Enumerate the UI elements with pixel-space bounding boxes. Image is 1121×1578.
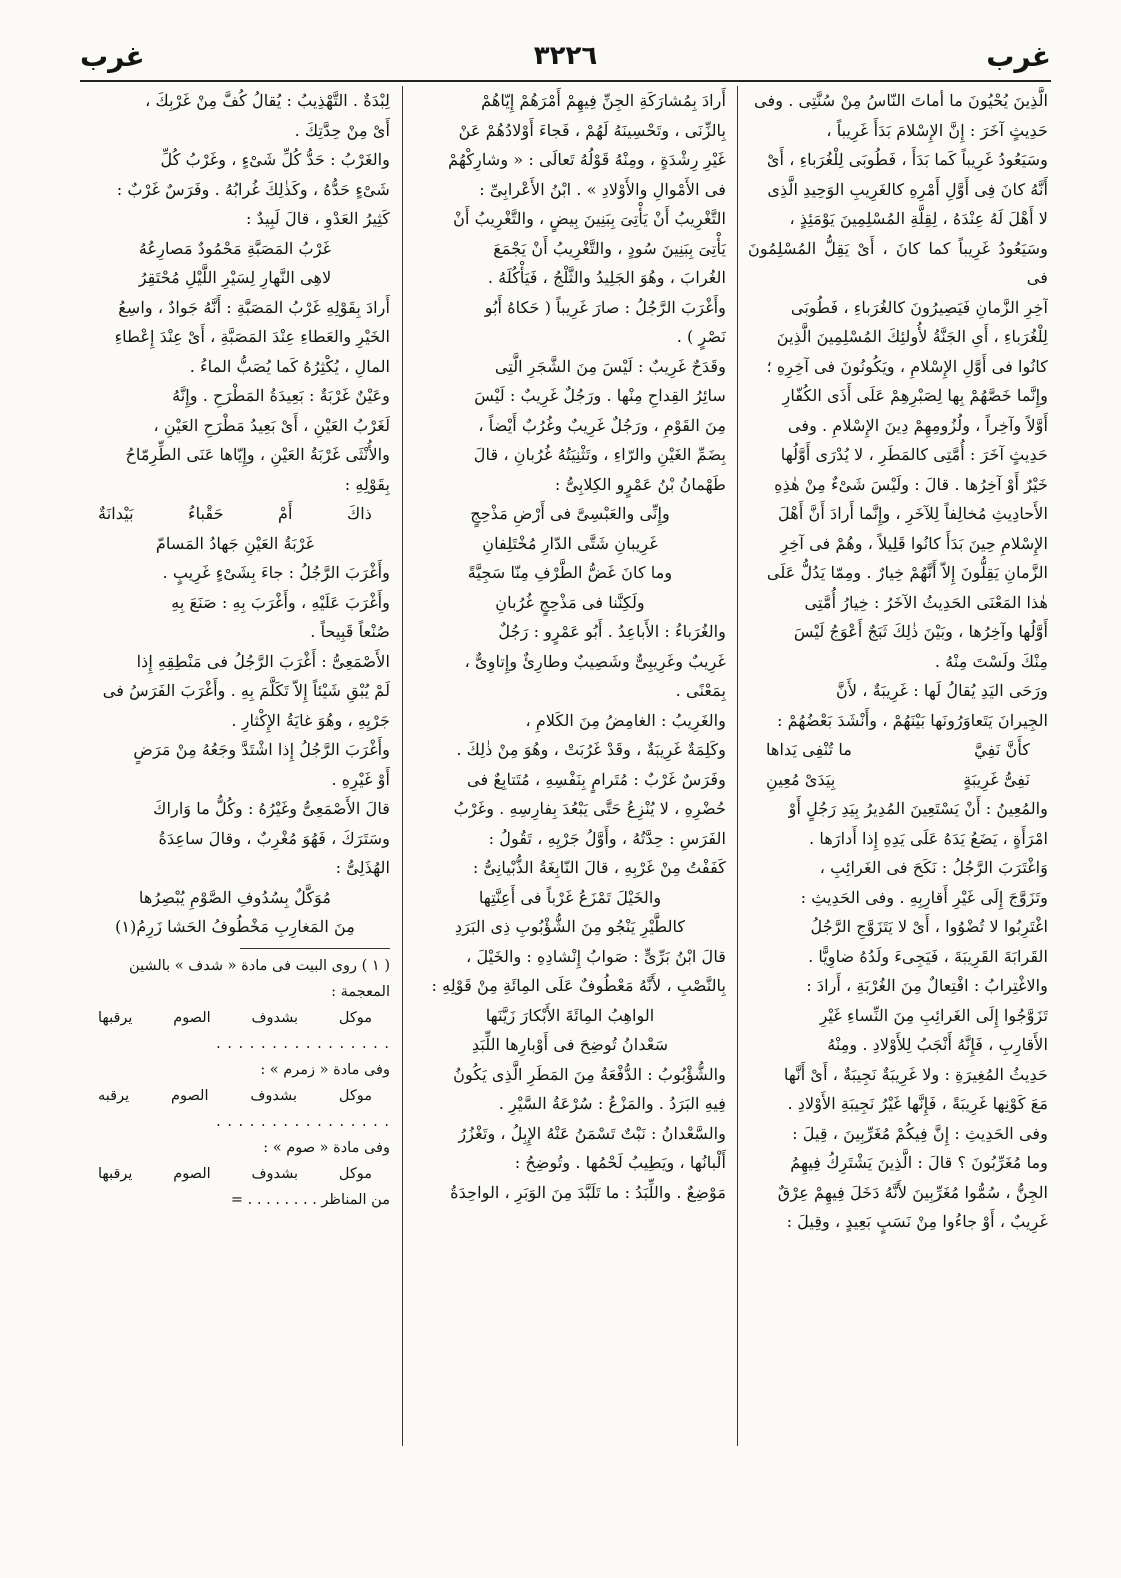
text-line: جَرْيِهِ ، وهُوَ غايَةُ الإِكْثارِ .	[231, 710, 390, 730]
text-line: والاغْتِرابُ : افْتِعالٌ مِنَ الغُرْبَةِ ، أَرادَ :	[806, 976, 1048, 995]
text-line: هٰذا المَعْنَى الحَدِيثُ الآخَرُ : خِيارُ أُمَّتِى	[804, 592, 1048, 612]
verse-part: غَرْبُ المَصَبَّةِ مَحْمُودٌ مَصارِعُهُ	[138, 238, 332, 258]
text-line: وفى الحَدِيثِ : إِنَّ فِيكُمْ مُغَرِّبِينَ ، قِيلَ :	[792, 1123, 1048, 1143]
text-line: مَوْضِعٌ . واللِّبَدُ : ما تَلَبَّدَ مِنَ الوَبَرِ ، الواحِدَةُ	[450, 1182, 726, 1202]
text-line: الأَقارِبِ ، فَإِنَّهُ أَنْجَبُ لِلأَوْلادِ . ومِنْهُ	[827, 1035, 1048, 1054]
verse-part: حَقْباءُ	[188, 504, 224, 523]
text-line: أَىْ مِنْ حِدَّتِكَ .	[294, 120, 390, 140]
text-line: أَوَّلاً وآخِراً ، ولُزُومِهِمْ دِينَ الإِسْلامِ . وفى	[787, 415, 1048, 435]
text-line: فِيهِ البَرَدُ . والمَزْعُ : سُرْعَةُ السَّيْرِ .	[498, 1094, 726, 1113]
verse-part: بَيْدانَةٌ	[98, 504, 134, 523]
text-line: كَثِيرُ العَدْوِ ، قالَ لَبِيدٌ :	[246, 209, 390, 228]
text-line: الأَصْمَعِىُّ : أَغْرَبَ الرَّجُلُ فى مَنْطِقِهِ إِذا	[136, 651, 390, 671]
text-line: آخِرِ الزَّمانِ فَيَصِيرُونَ كالغُرَباءِ ، فَطُوبَى	[790, 297, 1048, 317]
verse-line	[748, 765, 1048, 795]
text-line: حَدِيثُ المُغِيرَةِ : ولا غَرِيبَةٌ نَجِيبَةٌ ، أَىْ أَنَّها	[783, 1064, 1048, 1084]
text-line: غَرِيبٌ وغَرِيبِىٌّ وشَصِيبٌ وطارِئٌ وإِتاوِىٌّ ،	[464, 651, 726, 671]
text-line: وَاغْتَرَبَ الرَّجُلُ : نَكَحَ فى الغَرائِبِ ،	[819, 858, 1048, 877]
text-line: الإِسْلامِ حِينَ بَدَأَ كانُوا قَلِيلاً ، وهُمْ فى آخِرِ	[780, 533, 1048, 553]
text-line: وأَغْرَبَ الرَّجُلُ : جاءَ بِشَىْءٍ غَرِيبٍ .	[162, 563, 390, 582]
text-line: خَيْرٌ أَوْ آخِرُها . قالَ : ولَيْسَ شَىْءٌ مِنْ هٰذِهِ	[774, 474, 1048, 494]
text-line: وقَدَحٌ غَرِيبٌ : لَيْسَ مِنَ الشَّجَرِ الَّتِى	[494, 356, 726, 376]
text-line: والأُنْثَى غَرْبَةُ العَيْنِ ، وإِيّاها عَنَى الطِّرِمّاحُ	[125, 445, 390, 464]
text-line: نَصْرٍ ) .	[676, 327, 726, 346]
text-line: الخَيْرِ والعَطاءِ عِنْدَ المَصَبَّةِ ، أَىْ عِنْدَ إِعْطاءِ	[114, 327, 390, 346]
text-line: بِمَعْنًى .	[675, 681, 726, 700]
verse-part: بشدوف	[251, 1009, 299, 1026]
verse-line	[80, 1161, 390, 1187]
text-line: لَمْ يُبْقِ شَيْئاً إِلاّ تَكَلَّمَ بِهِ . وأَغْرَبَ الفَرَسُ فى	[102, 681, 390, 700]
ellipsis-line: . . . . . . . . . . . . . . . .	[216, 1113, 390, 1130]
column-left	[80, 86, 390, 1441]
text-line: القَرابَةَ القَرِيبَةَ ، فَيَجِىءَ ولَدُهُ ضاوِيًّا .	[808, 946, 1048, 966]
text-line: اغْتَرِبُوا لا تُضْوُوا ، أَىْ لا يَتَزَوَّجِ الرَّجُلُ	[810, 917, 1048, 936]
verse-part: موكل	[338, 1087, 372, 1104]
footnote-line: وفى مادة « زمرم » :	[260, 1061, 390, 1078]
text-line: الأَحادِيثِ مُخالِفاً لِلآخَرِ ، وإِنَّما أَرادَ أَنَّ أَهْلَ	[778, 504, 1048, 523]
text-line: غَيْرِ رِشْدَةٍ ، ومِنْهُ قَوْلُهُ تَعالَى : « وشارِكْهُمْ	[448, 150, 726, 169]
text-line: الَّذِينَ يُحْيُونَ ما أماتَ النّاسُ مِنْ سُنَّتِى . وفى	[754, 91, 1048, 110]
verse-line	[80, 883, 390, 913]
verse-part: الواهِبُ المِائَةَ الأَبْكارَ زَيَّنَها	[485, 1005, 655, 1025]
text-line: كانُوا فى أَوَّلِ الإِسْلامِ ، ويَكُونُونَ فى آخِرِهِ ؛	[766, 356, 1048, 376]
header-rule	[80, 80, 1051, 82]
verse-part: يرقبه	[98, 1087, 130, 1104]
text-line: بِقَوْلِهِ :	[344, 474, 390, 494]
text-line: وسَيَعُودُ غَرِيباً كما كانَ ، أَىْ يَقِلُّ المُسْلِمُونَ فى	[748, 238, 1048, 287]
text-line: وفَرَسٌ غَرْبٌ : مُتَرامٍ بِنَفْسِهِ ، مُتَتابِعٌ فى	[466, 769, 726, 789]
column-right	[748, 86, 1048, 1441]
text-line: أَلْبانُها ، ويَطِيبُ لَحْمُها . وتُوضِحُ :	[514, 1153, 726, 1172]
text-line: شَىْءٍ حَدُّهُ ، وكَذٰلِكَ غُرابُهُ . وفَرَسٌ غَرْبٌ :	[116, 179, 390, 199]
text-line: الزَّمانِ يَقِلُّونَ إِلاّ أَنَّهُمْ خِيارٌ . ومِمّا يَدُلُّ عَلَى	[766, 563, 1048, 582]
text-line: والسَّعْدانُ : نَبْتٌ تَسْمَنُ عَنْهُ الإِبِلُ ، وتَغْزُرُ	[458, 1123, 726, 1143]
text-line: قالَ الأَصْمَعِىُّ وغَيْرُهُ : وكُلُّ ما وَاراكَ	[153, 799, 390, 818]
text-line: وما مُغَرِّبُونَ ؟ قالَ : الَّذِينَ يَشْتَرِكُ فِيهِمُ	[790, 1153, 1048, 1172]
footnote-line: من المناظر . . . . . . . . =	[230, 1191, 390, 1208]
verse-part: ولَكِنَّنا فى مَذْحِجٍ غُرُبانِ	[495, 592, 645, 612]
verse-part: نَفِىُّ غَرِيبَةٍ	[963, 769, 1030, 789]
verse-part: والخَيْلَ تَمْزَعُ غَرْباً فى أَعِنَّتِها	[478, 887, 662, 907]
page-header	[80, 36, 1051, 76]
verse-part: مُوَكَّلٌ بِسُدُوفِ الصَّوْمِ يُبْصِرُها	[138, 887, 332, 907]
text-line: بِالزِّنَى ، وتَحْسِينَهُ لَهُمْ ، فَجاءَ أَوْلادُهُمْ عَنْ	[458, 120, 726, 140]
verse-line	[414, 1001, 726, 1031]
text-line: التَّغْرِيبُ أَنْ يَأْتِىَ بِبَنِينَ بِيضٍ ، والتَّغْرِيبُ أَنْ	[453, 209, 726, 228]
text-line: أَوْ غَيْرِهِ .	[331, 769, 390, 789]
text-line: لِبْدَةٌ . التَّهْذِيبُ : يُقالُ كُفَّ مِنْ غَرْبِكَ ،	[145, 91, 390, 110]
text-line: مِنْكَ ولَسْتَ مِنْهُ .	[934, 651, 1048, 671]
header-left-word: غرب	[80, 39, 145, 73]
text-line: الفَرَسِ : حِدَّتُهُ ، وأَوَّلُ جَرْيِهِ ، تَقُولُ :	[488, 828, 726, 848]
verse-line	[414, 1030, 726, 1060]
footnote-rule	[240, 948, 390, 949]
verse-part: مِنَ المَغارِبِ مَخْطُوفُ الحَشا زَرِمُ(١)	[115, 917, 355, 936]
text-line: تَزَوَّجُوا إِلَى الغَرائِبِ مِنَ النِّساءِ غَيْرِ	[819, 1005, 1048, 1025]
column-separator	[737, 86, 738, 1446]
verse-part: يرقبها	[98, 1165, 133, 1182]
header-right-word: غرب	[986, 39, 1051, 73]
text-line: فى الأَمْوالِ والأَوْلادِ » . ابْنُ الأَعْرابِىِّ :	[479, 179, 726, 199]
text-line: الهُذَلِىُّ :	[335, 858, 390, 877]
text-line: مَعَ كَوْنِها غَرِيبَةً ، فَإِنَّها غَيْرُ نَجِيبَةِ الأَوْلادِ .	[787, 1094, 1048, 1113]
verse-line	[414, 588, 726, 618]
text-line: وأَغْرَبَ الرَّجُلُ إِذا اشْتَدَّ وجَعُهُ مِنْ مَرَضٍ	[133, 740, 390, 759]
verse-line	[80, 263, 390, 293]
text-line: والمُعِينُ : أَنْ يَسْتَعِينَ المُدِيرُ بِيَدِ رَجُلٍ أَوْ	[788, 799, 1048, 818]
verse-line	[80, 1005, 390, 1031]
verse-part: الصوم	[171, 1087, 209, 1104]
verse-part: كالطَّيْرِ يَنْجُو مِنَ الشُّؤْبُوبِ ذِى البَرَدِ	[454, 917, 686, 936]
verse-part: الصوم	[173, 1009, 211, 1026]
verse-part: ما تُنْفِى يَداها	[766, 740, 852, 759]
text-line: لا أَهْلَ لَهُ عِنْدَهُ ، لِقِلَّةِ المُسْلِمِينَ يَوْمَئِذٍ ،	[789, 209, 1048, 228]
text-line: كَفَفْتُ مِنْ غَرْبِهِ ، قالَ النّابِغَةُ الذُّبْيانِىُّ :	[472, 858, 726, 877]
verse-part: بشدوف	[250, 1087, 297, 1104]
text-line: حَدِيثٍ آخَرَ : إِنَّ الإِسْلامَ بَدَأَ غَرِيباً ،	[826, 120, 1048, 140]
text-line: وتَزَوَّجَ إِلَى غَيْرِ أَقارِبِهِ . وفى الحَدِيثِ :	[800, 887, 1048, 907]
verse-part: وإِنِّى والعَبْسِىَّ فى أَرْضِ مَذْحِجٍ	[470, 504, 670, 523]
verse-part: غَرْبَةُ العَيْنِ جَهادُ المَسامّ	[155, 533, 315, 553]
verse-line	[414, 499, 726, 529]
verse-line	[414, 912, 726, 942]
text-line: وسَيَعُودُ غَرِيباً كَما بَدَأَ ، فَطُوبَى لِلْغُرَباءِ ، أَىْ	[766, 150, 1048, 169]
text-line: وأَغْرَبَ عَلَيْهِ ، وأَغْرَبَ بِهِ : صَنَعَ بِهِ	[171, 592, 390, 612]
verse-line	[80, 912, 390, 942]
verse-part: غَرِيبانِ شَتَّى الدّارِ مُخْتَلِفانِ	[482, 533, 658, 553]
text-line: وسَتَرَكَ ، فَهُوَ مُغْرِبٌ ، وقالَ ساعِدَةُ	[158, 828, 390, 848]
text-line: أَرادَ بِمُشارَكَةِ الجِنِّ فِيهِمْ أَمْرَهُمْ إِيّاهُمْ	[481, 91, 726, 110]
verse-part: سَعْدانُ تُوضِحَ فى أَوْبارِها اللِّبَدِ	[471, 1035, 669, 1054]
verse-part: موكل	[338, 1165, 372, 1182]
verse-part: الصوم	[173, 1165, 211, 1182]
verse-part: أَمْ	[278, 504, 293, 523]
column-separator	[402, 86, 403, 1446]
column-middle	[414, 86, 726, 1441]
verse-line	[80, 1083, 390, 1109]
text-line: أَوَّلُها وآخِرُها ، وبَيْنَ ذٰلِكَ ثَبَجٌ أَعْوَجُ لَيْسَ	[793, 622, 1048, 641]
text-line: مِنَ القَوْمِ ، ورَجُلٌ غَرِيبٌ وغُرُبٌ أَيْضاً ،	[478, 415, 726, 435]
text-line: لَغَرْبُ العَيْنِ ، أَىْ بَعِيدُ مَطْرَحِ العَيْنِ ،	[153, 415, 390, 435]
text-line: والغُرَباءُ : الأَباعِدُ . أَبُو عَمْرٍو : رَجُلٌ	[498, 622, 726, 641]
verse-line	[80, 234, 390, 264]
footnote-line: ( ١ ) روى البيت فى مادة « شدف » بالشين	[128, 957, 390, 974]
verse-line	[80, 499, 390, 529]
text-line: حُضْرِهِ ، لا يُنْزِعُ حَتَّى يَبْعُدَ بِفارِسِهِ . وغَرْبُ	[453, 799, 726, 818]
verse-part: وما كانَ غَضُّ الطَّرْفِ مِنّا سَجِيَّةً	[467, 563, 673, 582]
verse-part: ذاكَ	[346, 504, 372, 523]
text-line: غَرِيبٌ ، أَوْ جاءُوا مِنْ نَسَبٍ بَعِيدٍ ، وقِيلَ :	[786, 1212, 1048, 1231]
text-line: حَدِيثٍ آخَرَ : أُمَّتِى كالمَطَرِ ، لا يُدْرَى أَوَّلُها	[780, 445, 1048, 464]
text-line: طَهْمانُ بْنُ عَمْرٍو الكِلابِىُّ :	[554, 474, 726, 494]
footnote-line: وفى مادة « صوم » :	[263, 1139, 390, 1156]
text-line: بِضَمِّ الغَيْنِ والرّاءِ ، وتَثْنِيَتُهُ غُرُبانِ ، قالَ	[473, 445, 726, 464]
text-line: والغَرْبُ : حَدُّ كُلِّ شَىْءٍ ، وغَرْبُ كُلِّ	[160, 150, 390, 169]
text-line: ورَحَى اليَدِ يُقالُ لَها : غَرِيبَةٌ ، لأَنَّ	[836, 681, 1048, 700]
text-line: وعَيْنٌ غَرْبَةٌ : بَعِيدَةُ المَطْرَحِ . وإِنَّهُ	[172, 386, 390, 405]
text-line: أَرادَ بِقَوْلِهِ غَرْبُ المَصَبَّةِ : أَنَّهُ جَوادٌ ، واسِعُ	[118, 297, 390, 317]
text-line: لِلْغُرَباءِ ، أَىِ الجَنَّةُ لأُولئِكَ المُسْلِمِينَ الَّذِينَ	[776, 327, 1048, 346]
text-line: سائِرُ القِداحِ مِنْها . ورَجُلٌ غَرِيبٌ : لَيْسَ	[474, 386, 726, 405]
text-line: وأَغْرَبَ الرَّجُلُ : صارَ غَرِيباً ( حَكاهُ أَبُو	[484, 297, 726, 317]
text-line: الجِيرانَ يَتَعاوَرُونَها بَيْنَهُمْ ، وأَنْشَدَ بَعْضُهُمْ :	[777, 710, 1048, 730]
text-line: بِالنَّصْبِ ، لأَنَّهُ مَعْطُوفٌ عَلَى المِائَةِ مِنْ قَوْلِهِ :	[431, 976, 726, 995]
verse-part: يرقبها	[98, 1009, 133, 1026]
verse-part: كأَنَّ نَفِيَّ	[974, 740, 1030, 759]
text-line: الغُرابَ ، وهُوَ الجَلِيدُ والثَّلْجُ ، فَيَأْكُلَهُ .	[487, 268, 726, 287]
text-line: المالِ ، يُكْثِرُهُ كَما يُصَبُّ الماءُ .	[189, 356, 390, 376]
text-line: والغَرِيبُ : الغامِضُ مِنَ الكَلامِ ،	[525, 710, 726, 730]
verse-part: بشدوف	[251, 1165, 299, 1182]
verse-line	[80, 529, 390, 559]
text-line: أَنَّهُ كانَ فِى أَوَّلِ أَمْرِهِ كالغَرِيبِ الوَحِيدِ الَّذِى	[767, 179, 1048, 199]
text-line: والشُّؤْبُوبُ : الدُّفْعَةُ مِنَ المَطَرِ الَّذِى يَكُونُ	[453, 1064, 726, 1084]
verse-part: بِيَدَىْ مُعِينِ	[766, 769, 836, 789]
verse-part: موكل	[338, 1009, 372, 1026]
text-line: وكَلِمَةٌ غَرِيبَةٌ ، وقَدْ غَرُبَتْ ، وهُوَ مِنْ ذٰلِكَ .	[456, 740, 726, 759]
footnote-line: المعجمة :	[331, 983, 390, 1000]
verse-line	[748, 735, 1048, 765]
verse-line	[414, 529, 726, 559]
text-line: امْرَأَةٍ ، يَضَعُ يَدَهُ عَلَى يَدِهِ إِذا أَدارَها .	[809, 828, 1048, 848]
text-line: قالَ ابْنُ بَرِّىٍّ : صَوابُ إِنْشادِهِ : والخَيْلَ ،	[466, 946, 726, 966]
ellipsis-line: . . . . . . . . . . . . . . . .	[216, 1035, 390, 1052]
text-line: وإِنَّما خَصَّهُمْ بِها لِصَبْرِهِمْ عَلَى أَذَى الكُفّارِ	[782, 386, 1048, 405]
text-line: الجِنُّ ، سُمُّوا مُغَرِّبِينَ لأَنَّهُ دَخَلَ فِيهِمْ عِرْقٌ	[777, 1182, 1048, 1202]
text-line: يَأْتِىَ بِبَنِينَ سُودٍ ، والتَّغْرِيبُ أَنْ يَجْمَعَ	[493, 238, 726, 258]
text-line: صُنْعاً قَبِيحاً .	[310, 622, 390, 641]
verse-line	[414, 883, 726, 913]
verse-part: لاهِى النَّهارِ لِسَيْرِ اللَّيْلِ مُحْتَقِرُ	[138, 268, 332, 287]
page-number: ٣٢٢٦	[533, 41, 598, 71]
verse-line	[414, 558, 726, 588]
